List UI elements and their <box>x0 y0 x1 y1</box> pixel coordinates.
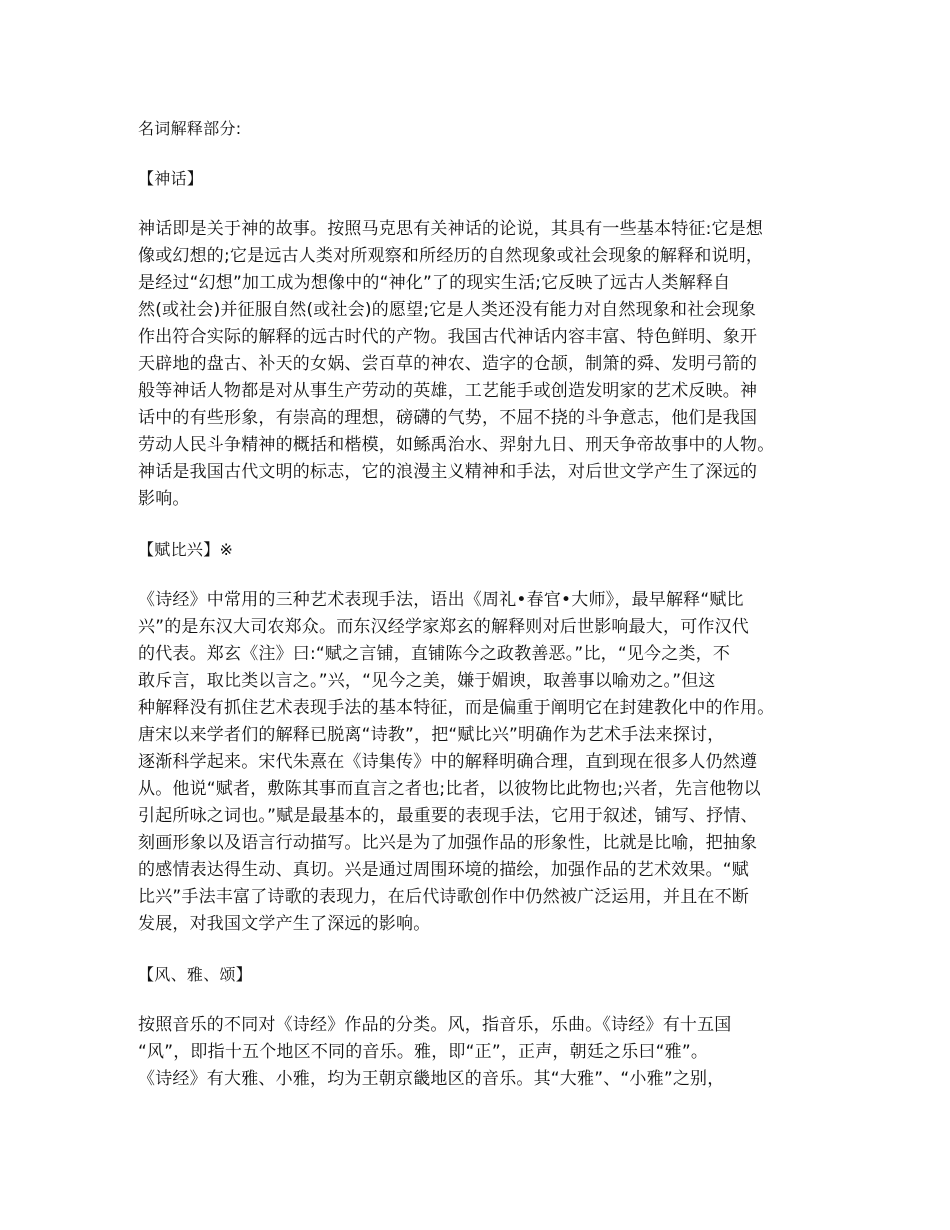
document-body <box>138 116 814 1117</box>
text-line: 兴”的是东汉大司农郑众。而东汉经学家郑玄的解释则对后世影响最大，可作汉代 <box>138 617 750 637</box>
text-line: “风”，即指十五个地区不同的音乐。雅，即“正”，正声，朝廷之乐曰“雅”。 <box>138 1042 709 1062</box>
text-line: 话中的有些形象，有崇高的理想，磅礴的气势，不屈不挠的斗争意志，他们是我国 <box>138 408 758 428</box>
section-title-myth: 【神话】 <box>138 169 204 188</box>
text-line: 影响。 <box>138 489 190 509</box>
text-line: 引起所咏之词也。”赋是最基本的，最重要的表现手法，它用于叙述，铺写、抒情、 <box>138 806 758 826</box>
text-line: 的感情表达得生动、真切。兴是通过周围环境的描绘，加强作品的艺术效果。“赋 <box>138 860 750 880</box>
intro-heading: 名词解释部分: <box>138 119 242 138</box>
section-paragraph-myth <box>138 216 814 513</box>
text-line: 的代表。郑玄《注》曰:“赋之言铺，直铺陈今之政教善恶。”比，“见今之类，不 <box>138 644 731 664</box>
text-line: 《诗经》中常用的三种艺术表现手法，语出《周礼•春官•大师》，最早解释“赋比 <box>138 590 744 610</box>
text-line: 天辟地的盘古、补天的女娲、尝百草的神农、造字的仓颉，制箫的舜、发明弓箭的 <box>138 354 758 374</box>
text-line: 劳动人民斗争精神的概括和楷模，如鲧禹治水、羿射九日、刑天争帝故事中的人物。 <box>138 435 775 455</box>
text-line: 比兴”手法丰富了诗歌的表现力，在后代诗歌创作中仍然被广泛运用，并且在不断 <box>138 887 750 907</box>
text-line: 般等神话人物都是对从事生产劳动的英雄，工艺能手或创造发明家的艺术反映。神 <box>138 381 758 401</box>
text-line: 按照音乐的不同对《诗经》作品的分类。风，指音乐，乐曲。《诗经》有十五国 <box>138 1015 732 1035</box>
text-line: 然(或社会)并征服自然(或社会)的愿望;它是人类还没有能力对自然现象和社会现象 <box>138 300 757 320</box>
text-line: 是经过“幻想”加工成为想像中的“神化”了的现实生活;它反映了远古人类解释自 <box>138 273 731 293</box>
text-line: 唐宋以来学者们的解释已脱离“诗教”，把“赋比兴”明确作为艺术手法来探讨， <box>138 725 725 745</box>
text-line: 神话是我国古代文明的标志，它的浪漫主义精神和手法，对后世文学产生了深远的 <box>138 462 758 482</box>
text-line: 种解释没有抓住艺术表现手法的基本特征，而是偏重于阐明它在封建教化中的作用。 <box>138 698 775 718</box>
section-title-fengyasong: 【风、雅、颂】 <box>138 965 253 984</box>
text-line: 像或幻想的;它是远古人类对所观察和所经历的自然现象或社会现象的解释和说明， <box>138 246 764 266</box>
section-title-fubixing: 【赋比兴】※ <box>138 540 234 559</box>
section-paragraph-fengyasong <box>138 1012 814 1093</box>
text-line: 从。他说“赋者，敷陈其事而直言之者也;比者，以彼物比此物也;兴者，先言他物以 <box>138 779 761 799</box>
section-paragraph-fubixing <box>138 587 814 938</box>
text-line: 神话即是关于神的故事。按照马克思有关神话的论说，其具有一些基本特征:它是想 <box>138 219 764 239</box>
text-line: 发展，对我国文学产生了深远的影响。 <box>138 914 431 934</box>
text-line: 敢斥言，取比类以言之。”兴，“见今之美，嫌于媚谀，取善事以喻劝之。”但这 <box>138 671 716 691</box>
text-line: 《诗经》有大雅、小雅，均为王朝京畿地区的音乐。其“大雅”、“小雅”之别， <box>138 1069 725 1089</box>
text-line: 逐渐科学起来。宋代朱熹在《诗集传》中的解释明确合理，直到现在很多人仍然遵 <box>138 752 758 772</box>
text-line: 刻画形象以及语言行动描写。比兴是为了加强作品的形象性，比就是比喻，把抽象 <box>138 833 758 853</box>
text-line: 作出符合实际的解释的远古时代的产物。我国古代神话内容丰富、特色鲜明、象开 <box>138 327 758 347</box>
